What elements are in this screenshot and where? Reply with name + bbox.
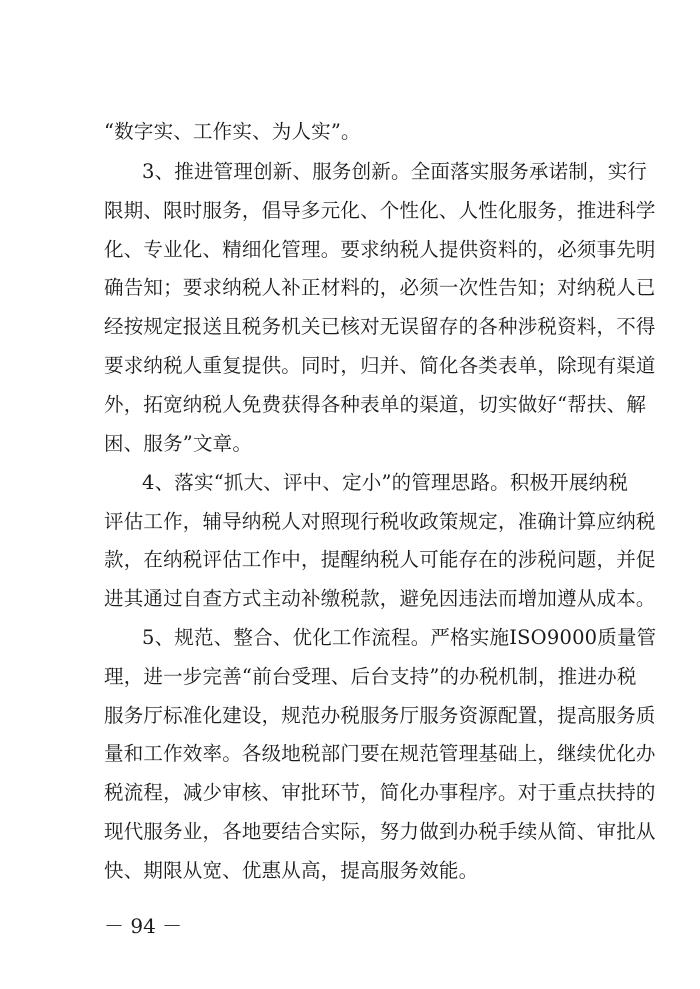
text-line: “数字实、工作实、为人实”。 [104, 120, 361, 143]
text-line: 快、期限从宽、优惠从高，提高服务效能。 [104, 859, 479, 882]
text-line: 量和工作效率。各级地税部门要在规范管理基础上，继续优化办 [104, 742, 656, 765]
text-line: 评估工作，辅导纳税人对照现行税收政策规定，准确计算应纳税 [104, 510, 656, 533]
text-line: 理，进一步完善“前台受理、后台支持”的办税机制，推进办税 [104, 665, 637, 688]
text-line: 现代服务业，各地要结合实际，努力做到办税手续从简、审批从 [104, 820, 656, 843]
text-line: 服务厅标准化建设，规范办税服务厅服务资源配置，提高服务质 [104, 704, 656, 727]
text-line: 经按规定报送且税务机关已核对无误留存的各种涉税资料，不得 [104, 315, 656, 338]
text-line: 5、规范、整合、优化工作流程。严格实施ISO9000质量管 [142, 626, 657, 649]
text-line: 3、推进管理创新、服务创新。全面落实服务承诺制，实行 [142, 160, 648, 183]
text-line: 困、服务”文章。 [104, 432, 253, 455]
text-line: 款，在纳税评估工作中，提醒纳税人可能存在的涉税问题，并促 [104, 548, 656, 571]
text-line: 限期、限时服务，倡导多元化、个性化、人性化服务，推进科学 [104, 199, 656, 222]
text-line: 外，拓宽纳税人免费获得各种表单的渠道，切实做好“帮扶、解 [104, 393, 647, 416]
page-number: － 94 － [104, 914, 183, 938]
text-line: 确告知；要求纳税人补正材料的，必须一次性告知；对纳税人已 [104, 276, 656, 299]
text-line: 4、落实“抓大、评中、定小”的管理思路。积极开展纳税 [142, 471, 629, 494]
text-line: 进其通过自查方式主动补缴税款，避免因违法而增加遵从成本。 [104, 587, 656, 610]
text-line: 要求纳税人重复提供。同时，归并、简化各类表单，除现有渠道 [104, 354, 656, 377]
text-line: 化、专业化、精细化管理。要求纳税人提供资料的，必须事先明 [104, 238, 656, 261]
text-line: 税流程，减少审核、审批环节，简化办事程序。对于重点扶持的 [104, 781, 656, 804]
